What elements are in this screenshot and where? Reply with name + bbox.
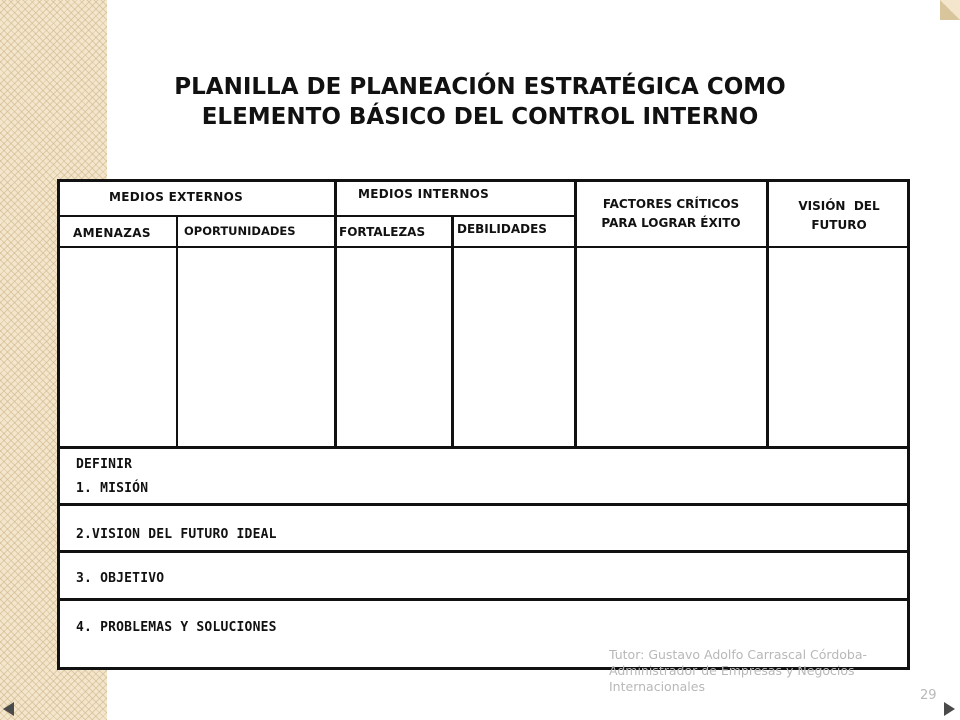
header-vision-line-2: FUTURO [811,218,867,232]
slide-title-line-1: PLANILLA DE PLANEACIÓN ESTRATÉGICA COMO [174,74,786,100]
row-label-problemas: 4. PROBLEMAS Y SOLUCIONES [76,620,277,635]
header-divider-partial [57,215,577,217]
col-divider-externos-internos [334,179,337,448]
row-label-vision-ideal: 2.VISION DEL FUTURO IDEAL [76,527,277,542]
footer-credits [609,647,909,695]
row-label-mision: 1. MISIÓN [76,481,149,496]
triangle-left-icon[interactable] [3,702,14,716]
row-label-definir: DEFINIR [76,457,133,472]
col-divider-fortalezas [451,215,454,448]
header-factores-line-1: FACTORES CRÍTICOS [602,197,740,211]
col-divider-vision [766,179,769,448]
col-divider-amenazas [176,215,178,448]
header-factores-criticos [578,195,764,233]
col-divider-factores [574,179,577,448]
triangle-right-icon[interactable] [944,702,955,716]
strategic-planning-table [57,179,910,670]
header-medios-externos: MEDIOS EXTERNOS [109,190,244,204]
header-oportunidades: OPORTUNIDADES [184,224,296,238]
objetivo-row-top-line [57,550,910,553]
header-medios-internos: MEDIOS INTERNOS [358,187,490,201]
header-debilidades: DEBILIDADES [457,222,547,236]
header-bottom-line [57,246,910,248]
footer-line-1: Tutor: Gustavo Adolfo Carrascal Córdoba- [609,647,868,662]
header-amenazas: AMENAZAS [73,226,151,240]
header-factores-line-2: PARA LOGRAR ÉXITO [601,216,741,230]
row-label-objetivo: 3. OBJETIVO [76,571,165,586]
slide-title-line-2: ELEMENTO BÁSICO DEL CONTROL INTERNO [201,104,759,130]
footer-line-3: Internacionales [609,679,705,694]
definir-row-top-line [57,446,910,449]
footer-line-2: Administrador de Empresas y Negocios [609,663,855,678]
slide-title [100,72,860,132]
problemas-row-top-line [57,598,910,601]
header-vision-futuro [770,197,908,235]
page-corner-fold [940,0,960,20]
page-number: 29 [920,688,937,703]
header-fortalezas: FORTALEZAS [339,225,426,239]
vision-ideal-row-top-line [57,503,910,506]
header-vision-line-1: VISIÓN DEL [798,199,880,213]
